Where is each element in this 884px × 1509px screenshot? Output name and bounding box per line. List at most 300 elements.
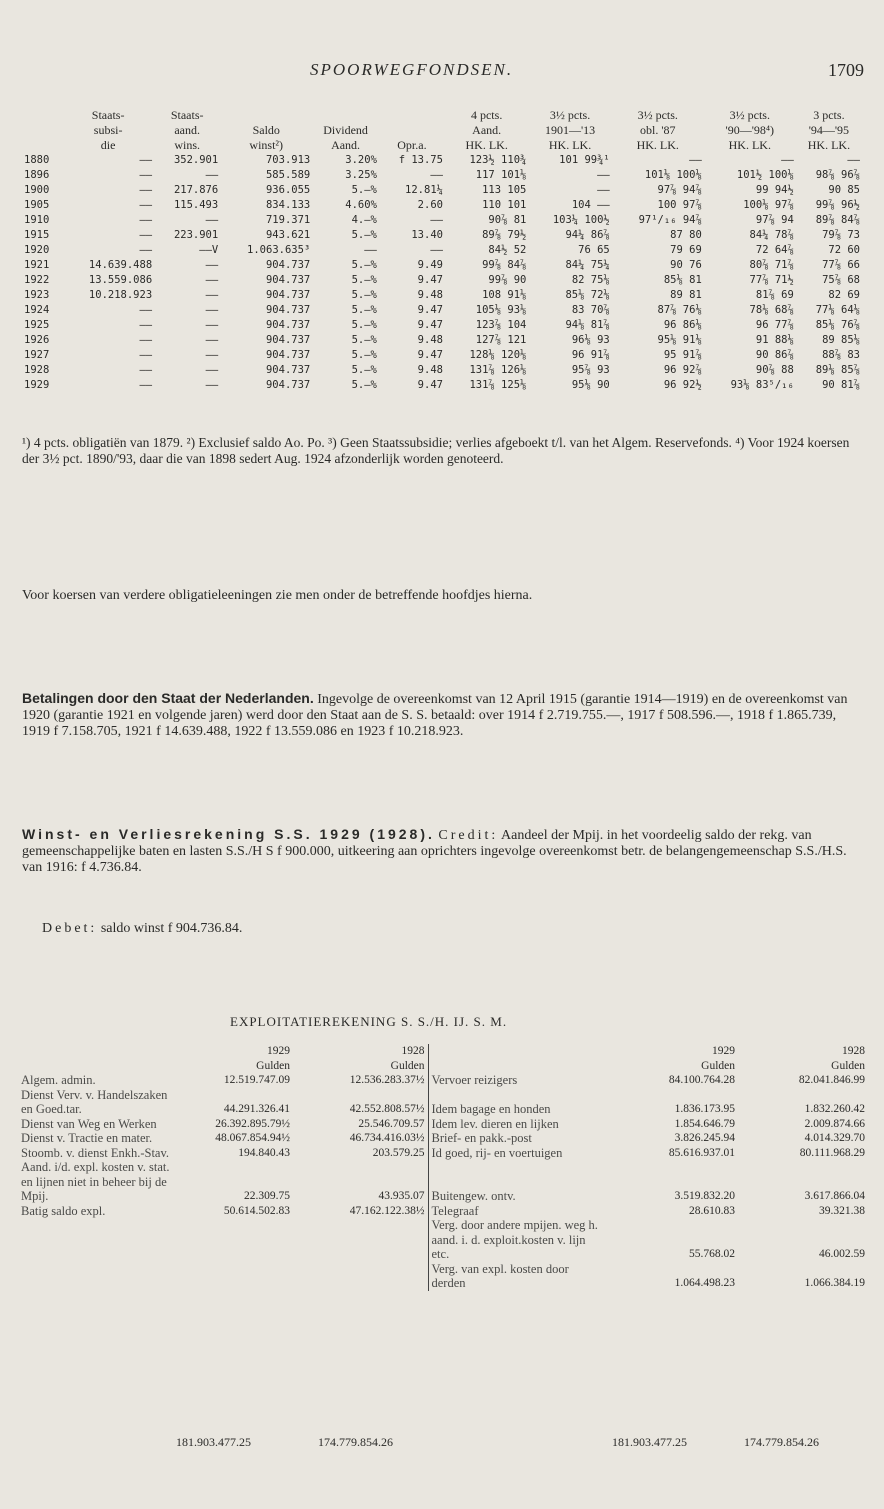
unit-header-row <box>18 1059 868 1074</box>
fund-cell: 90 81⅞ <box>822 379 860 391</box>
blank-cell <box>428 1059 603 1074</box>
fund-cell: 5.—% <box>351 184 377 196</box>
fund-cell: 99⅞ 84⅞ <box>482 259 527 271</box>
fund-year-cell: 1896 <box>24 169 50 181</box>
fund-year-cell: 1927 <box>24 349 50 361</box>
left-value-1929: 22.309.75 <box>244 1190 290 1202</box>
fund-year-cell: 1923 <box>24 289 50 301</box>
total-left-1929: 181.903.477.25 <box>176 1435 251 1449</box>
debet-text: saldo winst f 904.736.84. <box>97 921 243 936</box>
fund-cell: 90⅞ 81 <box>488 214 527 226</box>
exploitatie-row <box>18 1117 868 1132</box>
exploitatie-row <box>18 1160 868 1204</box>
fund-cell: —— <box>205 289 219 301</box>
fund-cell: 2.60 <box>417 199 443 211</box>
left-value-1929: 44.291.326.41 <box>223 1103 290 1115</box>
fund-cell: 9.47 <box>417 379 443 391</box>
fund-cell: 82 75⅛ <box>571 274 610 286</box>
fund-cell: 4.60% <box>345 199 377 211</box>
fund-year-cell: 1910 <box>24 214 50 226</box>
total-right-1929: 181.903.477.25 <box>612 1435 687 1449</box>
fund-cell: 97⅞ 94 <box>755 214 794 226</box>
fund-cell: —— <box>205 334 219 346</box>
fund-cell: —— <box>139 199 153 211</box>
right-label: Verg. door andere mpijen. weg h. aand. i. d. exploit.kosten v. lijn etc. <box>428 1218 603 1262</box>
fund-cell: 9.47 <box>417 274 443 286</box>
fund-cell: 72 64⅞ <box>755 244 794 256</box>
fund-cell: 115.493 <box>173 199 219 211</box>
note-paragraph: Voor koersen van verdere obligatieleeningen zie men onder de betreffende hoofdjes hierna. <box>22 588 533 603</box>
fund-cell: 93⅛ 83⁵/₁₆ <box>730 379 794 391</box>
fund-cell: 719.371 <box>265 214 311 226</box>
fund-year-cell: 1928 <box>24 364 50 376</box>
fund-cell: 89⅞ 79½ <box>482 229 527 241</box>
year-right-1928: 1928 <box>842 1045 865 1057</box>
credit-label: Credit: <box>438 828 499 843</box>
betalingen-text: Ingevolge de overeenkomst van 12 April 1915 (garantie 1914—1919) en de overeenkomst van 1920 (garantie 1921 en volgende jaren) werd door den Staat aan de S. S. betaald: over 1914 f 2.719.755.—, 1917 f 508.596.—, 1918 f 1.865.739, 1919 f 7.158.705, 1921 f 14.639.488, 1922 f 13.559.086 en 1923 f 10.218.923. <box>22 692 848 739</box>
left-label: Stoomb. v. dienst Enkh.-Stav. <box>21 1145 170 1160</box>
fund-row <box>22 213 862 228</box>
fund-cell: 75⅞ 68 <box>822 274 860 286</box>
fund-cell: —— <box>205 169 219 181</box>
fund-header-cell: Staats- subsi- die <box>91 108 125 152</box>
right-label: Idem lev. dieren en lijken <box>428 1117 603 1132</box>
fund-cell: 131⅞ 126⅛ <box>469 364 527 376</box>
fund-header-cell: Saldo winst²) <box>249 123 284 152</box>
fund-cell: 89⅞ 84⅞ <box>815 214 860 226</box>
left-label: Algem. admin. <box>21 1073 96 1087</box>
fund-cell: 3.25% <box>345 169 377 181</box>
exploitatie-row <box>18 1146 868 1161</box>
right-value-1928: 46.002.59 <box>819 1248 865 1260</box>
fund-cell: 97⅞ 94⅞ <box>657 184 702 196</box>
right-label: Vervoer reizigers <box>428 1073 603 1088</box>
unit-left-1929: Gulden <box>256 1059 290 1072</box>
fund-cell: 88⅞ 83 <box>822 349 860 361</box>
blank-cell <box>293 1262 428 1291</box>
fund-header-cell: 3½ pcts. obl. '87 HK. LK. <box>636 108 679 152</box>
left-value-1929: 26.392.895.79½ <box>215 1117 290 1130</box>
fund-cell: 904.737 <box>265 364 311 376</box>
fund-cell: 128⅛ 120⅛ <box>469 349 527 361</box>
fund-cell: 99 94½ <box>755 184 794 196</box>
fund-cell: 95⅛ 90 <box>571 379 610 391</box>
right-value-1929: 3.519.832.20 <box>674 1190 735 1202</box>
exploitatie-title: EXPLOITATIEREKENING S. S./H. IJ. S. M. <box>230 1014 508 1029</box>
fund-cell: 5.—% <box>351 259 377 271</box>
exploitatie-row <box>18 1073 868 1088</box>
right-value-1928: 39.321.38 <box>819 1204 865 1217</box>
fund-year-cell: 1915 <box>24 229 50 241</box>
fund-header-cell: 3½ pcts. '90—'98⁴) HK. LK. <box>725 108 775 152</box>
fund-cell: 84¼ 75¼ <box>565 259 610 271</box>
fund-cell: —— <box>205 379 219 391</box>
left-label: Aand. i/d. expl. kosten v. stat. en lijnen niet in beheer bij de Mpij. <box>21 1160 170 1203</box>
exploitatie-row <box>18 1204 868 1219</box>
fund-cell: 79 69 <box>670 244 702 256</box>
fund-row <box>22 348 862 363</box>
running-title: SPOORWEGFONDSEN. <box>310 60 514 79</box>
fund-row <box>22 273 862 288</box>
fund-cell: 97¹/₁₆ 94⅞ <box>638 214 702 226</box>
right-label: Telegraaf <box>428 1204 603 1219</box>
fund-cell: 87⅞ 76⅛ <box>657 304 702 316</box>
fund-cell: 123⅞ 104 <box>475 319 527 331</box>
fund-header-cell: Staats- aand. wins. <box>170 108 204 152</box>
fund-cell: 9.48 <box>417 334 443 346</box>
fund-cell: 76 65 <box>578 244 610 256</box>
fund-cell: ——V <box>199 244 219 256</box>
fund-cell: —— <box>689 154 702 166</box>
fund-cell: 5.—% <box>351 334 377 346</box>
left-value-1928: 203.579.25 <box>372 1146 425 1159</box>
fund-cell: 113 105 <box>482 184 527 196</box>
fund-cell: 4.—% <box>351 214 377 226</box>
fund-cell: —— <box>205 214 219 226</box>
fund-cell: 585.589 <box>265 169 311 181</box>
unit-left-1928: Gulden <box>390 1059 425 1072</box>
fund-cell: 96 86⅛ <box>663 319 702 331</box>
fund-cell: 904.737 <box>265 304 311 316</box>
fund-cell: 79⅞ 73 <box>822 229 860 241</box>
fund-row <box>22 243 862 258</box>
fund-row <box>22 363 862 378</box>
fund-cell: 943.621 <box>265 229 311 241</box>
fund-cell: 96 92½ <box>663 379 702 391</box>
blank-cell <box>18 1262 178 1291</box>
fund-cell: —— <box>205 274 219 286</box>
fund-cell: 95⅛ 91⅛ <box>657 334 702 346</box>
fund-cell: 904.737 <box>265 289 311 301</box>
right-value-1928: 80.111.968.29 <box>799 1146 865 1159</box>
fund-cell: 105⅛ 93⅛ <box>475 304 527 316</box>
blank-cell <box>18 1044 178 1059</box>
fund-cell: 101½ 100⅛ <box>736 169 794 181</box>
fund-cell: 352.901 <box>173 154 219 166</box>
fund-cell: 5.—% <box>351 304 377 316</box>
left-value-1928: 46.734.416.03½ <box>349 1132 425 1144</box>
fund-cell: 3.20% <box>345 154 377 166</box>
right-value-1928: 82.041.846.99 <box>798 1074 865 1086</box>
fund-cell: 936.055 <box>265 184 311 196</box>
fund-cell: 99⅞ 90 <box>488 274 527 286</box>
fund-cell: 904.737 <box>265 259 311 271</box>
fund-cell: 127⅞ 121 <box>475 334 527 346</box>
winst-heading: Winst- en Verliesrekening S.S. 1929 (1928). <box>22 826 435 842</box>
fund-row <box>22 228 862 243</box>
right-value-1929: 1.836.173.95 <box>674 1103 735 1115</box>
fund-cell: —— <box>205 319 219 331</box>
right-label: Id goed, rij- en voertuigen <box>428 1146 603 1161</box>
blank-cell <box>18 1218 178 1262</box>
fund-cell: 104 —— <box>571 199 610 211</box>
fund-cell: —— <box>847 154 860 166</box>
fund-year-cell: 1926 <box>24 334 50 346</box>
fund-row <box>22 153 862 168</box>
fund-cell: 94⅛ 81⅞ <box>565 319 610 331</box>
fund-cell: 90 85 <box>828 184 860 196</box>
debet-line <box>22 921 864 937</box>
left-value-1928: 42.552.808.57½ <box>349 1103 425 1115</box>
exploitatie-row <box>18 1088 868 1117</box>
fund-cell: —— <box>597 184 610 196</box>
betalingen-paragraph <box>22 690 864 740</box>
fund-year-cell: 1929 <box>24 379 50 391</box>
exploitatie-row <box>18 1262 868 1291</box>
blank-cell <box>293 1218 428 1262</box>
fund-cell: —— <box>430 244 443 256</box>
fund-cell: 96 92⅞ <box>663 364 702 376</box>
fund-year-cell: 1920 <box>24 244 50 256</box>
fund-row <box>22 288 862 303</box>
fund-row <box>22 318 862 333</box>
right-value-1929: 55.768.02 <box>689 1248 735 1260</box>
left-label: Batig saldo expl. <box>21 1203 106 1218</box>
fund-cell: —— <box>597 169 610 181</box>
right-value-1928: 1.066.384.19 <box>804 1277 865 1289</box>
fund-cell: 14.639.488 <box>88 259 153 271</box>
fund-cell: 110 101 <box>482 199 527 211</box>
fund-year-cell: 1921 <box>24 259 50 271</box>
left-label: Dienst v. Tractie en mater. <box>21 1131 153 1145</box>
unit-right-1928: Gulden <box>831 1059 865 1072</box>
fund-header-cell: 3½ pcts. 1901—'13 HK. LK. <box>544 108 596 152</box>
fund-cell: 904.737 <box>265 379 311 391</box>
fund-cell: —— <box>139 364 153 376</box>
fund-cell: 100 97⅞ <box>657 199 702 211</box>
right-label: Brief- en pakk.-post <box>428 1131 603 1146</box>
blank-cell <box>18 1059 178 1074</box>
left-label: Dienst Verv. v. Handelszaken en Goed.tar. <box>21 1087 168 1116</box>
fund-row <box>22 258 862 273</box>
fund-header-cell: 3 pcts. '94—'95 HK. LK. <box>807 108 851 152</box>
total-left-1928: 174.779.854.26 <box>318 1435 393 1449</box>
page-number: 1709 <box>828 60 864 80</box>
fund-cell: 72 60 <box>828 244 860 256</box>
fund-row <box>22 303 862 318</box>
fund-cell: 5.—% <box>351 364 377 376</box>
fund-cell: 117 101⅛ <box>475 169 527 181</box>
fund-header-cell: Dividend Aand. <box>323 123 368 152</box>
fund-cell: 9.49 <box>417 259 443 271</box>
fund-cell: —— <box>139 319 153 331</box>
fund-cell: 81⅞ 69 <box>755 289 794 301</box>
footnotes: ¹) 4 pcts. obligatiën van 1879. ²) Exclusief saldo Ao. Po. ³) Geen Staatssubsidie; verlies afgeboekt t/l. van het Algem. Reservefonds. ⁴) Voor 1924 koersen der 3½ pct. 1890/'93, daar die van 1898 sedert Aug. 1924 afzonderlijk worden genoteerd. <box>22 435 850 466</box>
fund-cell: 99⅞ 96½ <box>815 199 860 211</box>
right-label: Buitengew. ontv. <box>428 1160 603 1204</box>
right-label: Verg. van expl. kosten door derden <box>428 1262 603 1291</box>
fund-cell: 13.40 <box>411 229 443 241</box>
fund-cell: 100⅛ 97⅞ <box>743 199 794 211</box>
fund-cell: 10.218.923 <box>88 289 153 301</box>
fund-cell: 83 70⅞ <box>571 304 610 316</box>
fund-table-body <box>22 153 862 393</box>
fund-cell: 9.47 <box>417 319 443 331</box>
fund-cell: 9.47 <box>417 349 443 361</box>
fund-cell: 89 85⅛ <box>822 334 860 346</box>
fund-year-cell: 1925 <box>24 319 50 331</box>
fund-cell: —— <box>139 229 153 241</box>
left-label: Dienst van Weg en Werken <box>21 1116 157 1131</box>
year-left-1929: 1929 <box>267 1045 290 1057</box>
fund-cell: —— <box>430 169 443 181</box>
fund-cell: 85⅛ 81 <box>663 274 702 286</box>
fund-row <box>22 183 862 198</box>
right-value-1929: 1.854.646.79 <box>674 1117 735 1130</box>
fund-header-cell <box>22 108 62 153</box>
fund-year-cell: 1905 <box>24 199 50 211</box>
fund-cell: 9.48 <box>417 364 443 376</box>
fund-cell: —— <box>205 259 219 271</box>
fund-cell: 223.901 <box>173 229 219 241</box>
fund-cell: 123½ 110¾ <box>469 154 527 166</box>
fund-cell: 108 91⅛ <box>482 289 527 301</box>
exploitatie-table <box>18 1044 868 1291</box>
fund-cell: —— <box>139 349 153 361</box>
fund-cell: 87 80 <box>670 229 702 241</box>
fund-year-cell: 1924 <box>24 304 50 316</box>
left-value-1928: 12.536.283.37½ <box>349 1074 425 1086</box>
fund-cell: 13.559.086 <box>88 274 153 286</box>
fund-cell: 5.—% <box>351 349 377 361</box>
fund-cell: —— <box>139 304 153 316</box>
fund-cell: 5.—% <box>351 274 377 286</box>
fund-cell: —— <box>139 244 153 256</box>
right-value-1929: 28.610.83 <box>689 1204 735 1217</box>
fund-cell: 9.47 <box>417 304 443 316</box>
fund-cell: 5.—% <box>351 319 377 331</box>
fund-cell: 89⅛ 85⅞ <box>815 364 860 376</box>
fund-header-cell: 4 pcts. Aand. HK. LK. <box>465 108 508 152</box>
fund-cell: 101⅛ 100⅛ <box>644 169 702 181</box>
fund-cell: 5.—% <box>351 229 377 241</box>
fund-cell: 85⅛ 76⅞ <box>815 319 860 331</box>
fund-cell: 703.913 <box>265 154 311 166</box>
right-value-1929: 1.064.498.23 <box>674 1277 735 1289</box>
fund-cell: —— <box>430 214 443 226</box>
fund-cell: —— <box>205 349 219 361</box>
year-header-row <box>18 1044 868 1059</box>
fund-row <box>22 378 862 393</box>
fund-cell: 98⅞ 96⅞ <box>815 169 860 181</box>
fund-cell: 12.81¼ <box>405 184 443 196</box>
fund-row <box>22 333 862 348</box>
debet-label: Debet: <box>42 921 98 936</box>
right-value-1929: 3.826.245.94 <box>674 1132 735 1144</box>
fund-cell: 82 69 <box>828 289 860 301</box>
right-value-1928: 3.617.866.04 <box>804 1190 865 1202</box>
winst-paragraph <box>22 826 864 876</box>
fund-cell: —— <box>139 379 153 391</box>
right-value-1929: 85.616.937.01 <box>668 1146 735 1159</box>
fund-cell: 80⅞ 71⅞ <box>749 259 794 271</box>
fund-row <box>22 198 862 213</box>
fund-table <box>22 108 862 393</box>
fund-cell: 1.063.635³ <box>247 244 311 256</box>
fund-cell: —— <box>205 304 219 316</box>
right-value-1928: 4.014.329.70 <box>804 1132 865 1144</box>
left-value-1928: 25.546.709.57 <box>358 1117 425 1130</box>
fund-cell: 85⅛ 72⅛ <box>565 289 610 301</box>
fund-cell: 904.737 <box>265 274 311 286</box>
fund-cell: 96 91⅞ <box>571 349 610 361</box>
fund-cell: 834.133 <box>265 199 311 211</box>
fund-cell: 96 77⅞ <box>755 319 794 331</box>
total-right-1928: 174.779.854.26 <box>744 1435 819 1449</box>
fund-cell: 89 81 <box>670 289 702 301</box>
fund-row <box>22 168 862 183</box>
fund-cell: —— <box>364 244 377 256</box>
exploitatie-row <box>18 1218 868 1262</box>
fund-cell: —— <box>139 214 153 226</box>
fund-cell: —— <box>139 184 153 196</box>
right-value-1928: 2.009.874.66 <box>804 1117 865 1130</box>
exploitatie-row <box>18 1131 868 1146</box>
fund-cell: 904.737 <box>265 334 311 346</box>
fund-cell: 217.876 <box>173 184 219 196</box>
fund-cell: 5.—% <box>351 379 377 391</box>
fund-cell: 90 86⅞ <box>755 349 794 361</box>
fund-cell: —— <box>139 169 153 181</box>
fund-cell: —— <box>139 154 153 166</box>
fund-header-cell: Opr.a. <box>397 138 427 152</box>
right-value-1928: 1.832.260.42 <box>804 1103 865 1115</box>
fund-cell: —— <box>205 364 219 376</box>
fund-cell: 90⅞ 88 <box>755 364 794 376</box>
fund-cell: 78⅛ 68⅞ <box>749 304 794 316</box>
fund-cell: —— <box>781 154 794 166</box>
right-value-1929: 84.100.764.28 <box>668 1074 735 1086</box>
fund-cell: 904.737 <box>265 349 311 361</box>
left-value-1928: 43.935.07 <box>378 1190 425 1202</box>
betalingen-heading: Betalingen door den Staat der Nederlanden. <box>22 690 314 706</box>
fund-cell: 95 91⅞ <box>663 349 702 361</box>
fund-cell: 94¼ 86⅞ <box>565 229 610 241</box>
fund-cell: 84¼ 78⅞ <box>749 229 794 241</box>
blank-cell <box>178 1262 293 1291</box>
fund-year-cell: 1922 <box>24 274 50 286</box>
year-right-1929: 1929 <box>712 1045 735 1057</box>
fund-cell: —— <box>139 334 153 346</box>
fund-cell: 90 76 <box>670 259 702 271</box>
fund-cell: 95⅞ 93 <box>571 364 610 376</box>
exploitatie-body <box>18 1044 868 1291</box>
fund-cell: 131⅞ 125⅛ <box>469 379 527 391</box>
unit-right-1929: Gulden <box>701 1059 735 1072</box>
blank-cell <box>428 1044 603 1059</box>
fund-year-cell: 1900 <box>24 184 50 196</box>
fund-cell: 77⅞ 71½ <box>749 274 794 286</box>
left-value-1928: 47.162.122.38½ <box>349 1204 425 1217</box>
fund-cell: 9.48 <box>417 289 443 301</box>
left-value-1929: 194.840.43 <box>238 1146 290 1159</box>
year-left-1928: 1928 <box>401 1045 425 1057</box>
fund-cell: 96⅛ 93 <box>571 334 610 346</box>
fund-year-cell: 1880 <box>24 154 50 166</box>
fund-cell: 91 88⅛ <box>755 334 794 346</box>
fund-cell: 84½ 52 <box>488 244 527 256</box>
fund-cell: 5.—% <box>351 289 377 301</box>
left-value-1929: 50.614.502.83 <box>223 1204 290 1217</box>
fund-cell: 101 99¾¹ <box>559 154 610 166</box>
fund-cell: 77⅞ 66 <box>822 259 860 271</box>
right-label: Idem bagage en honden <box>428 1088 603 1117</box>
blank-cell <box>178 1218 293 1262</box>
credit-text: Aandeel der Mpij. in het voordeelig saldo der rekg. van gemeenschappelijke baten en lasten S.S./H S f 900.000, uitkeering aan oprichters ingevolge overeenkomst betr. de belangengemeenschap S.S./H.S. van 1916: f 4.736.84. <box>22 828 847 875</box>
fund-cell: f 13.75 <box>398 154 443 166</box>
fund-table-header <box>22 108 862 153</box>
left-value-1929: 48.067.854.94½ <box>215 1132 290 1144</box>
